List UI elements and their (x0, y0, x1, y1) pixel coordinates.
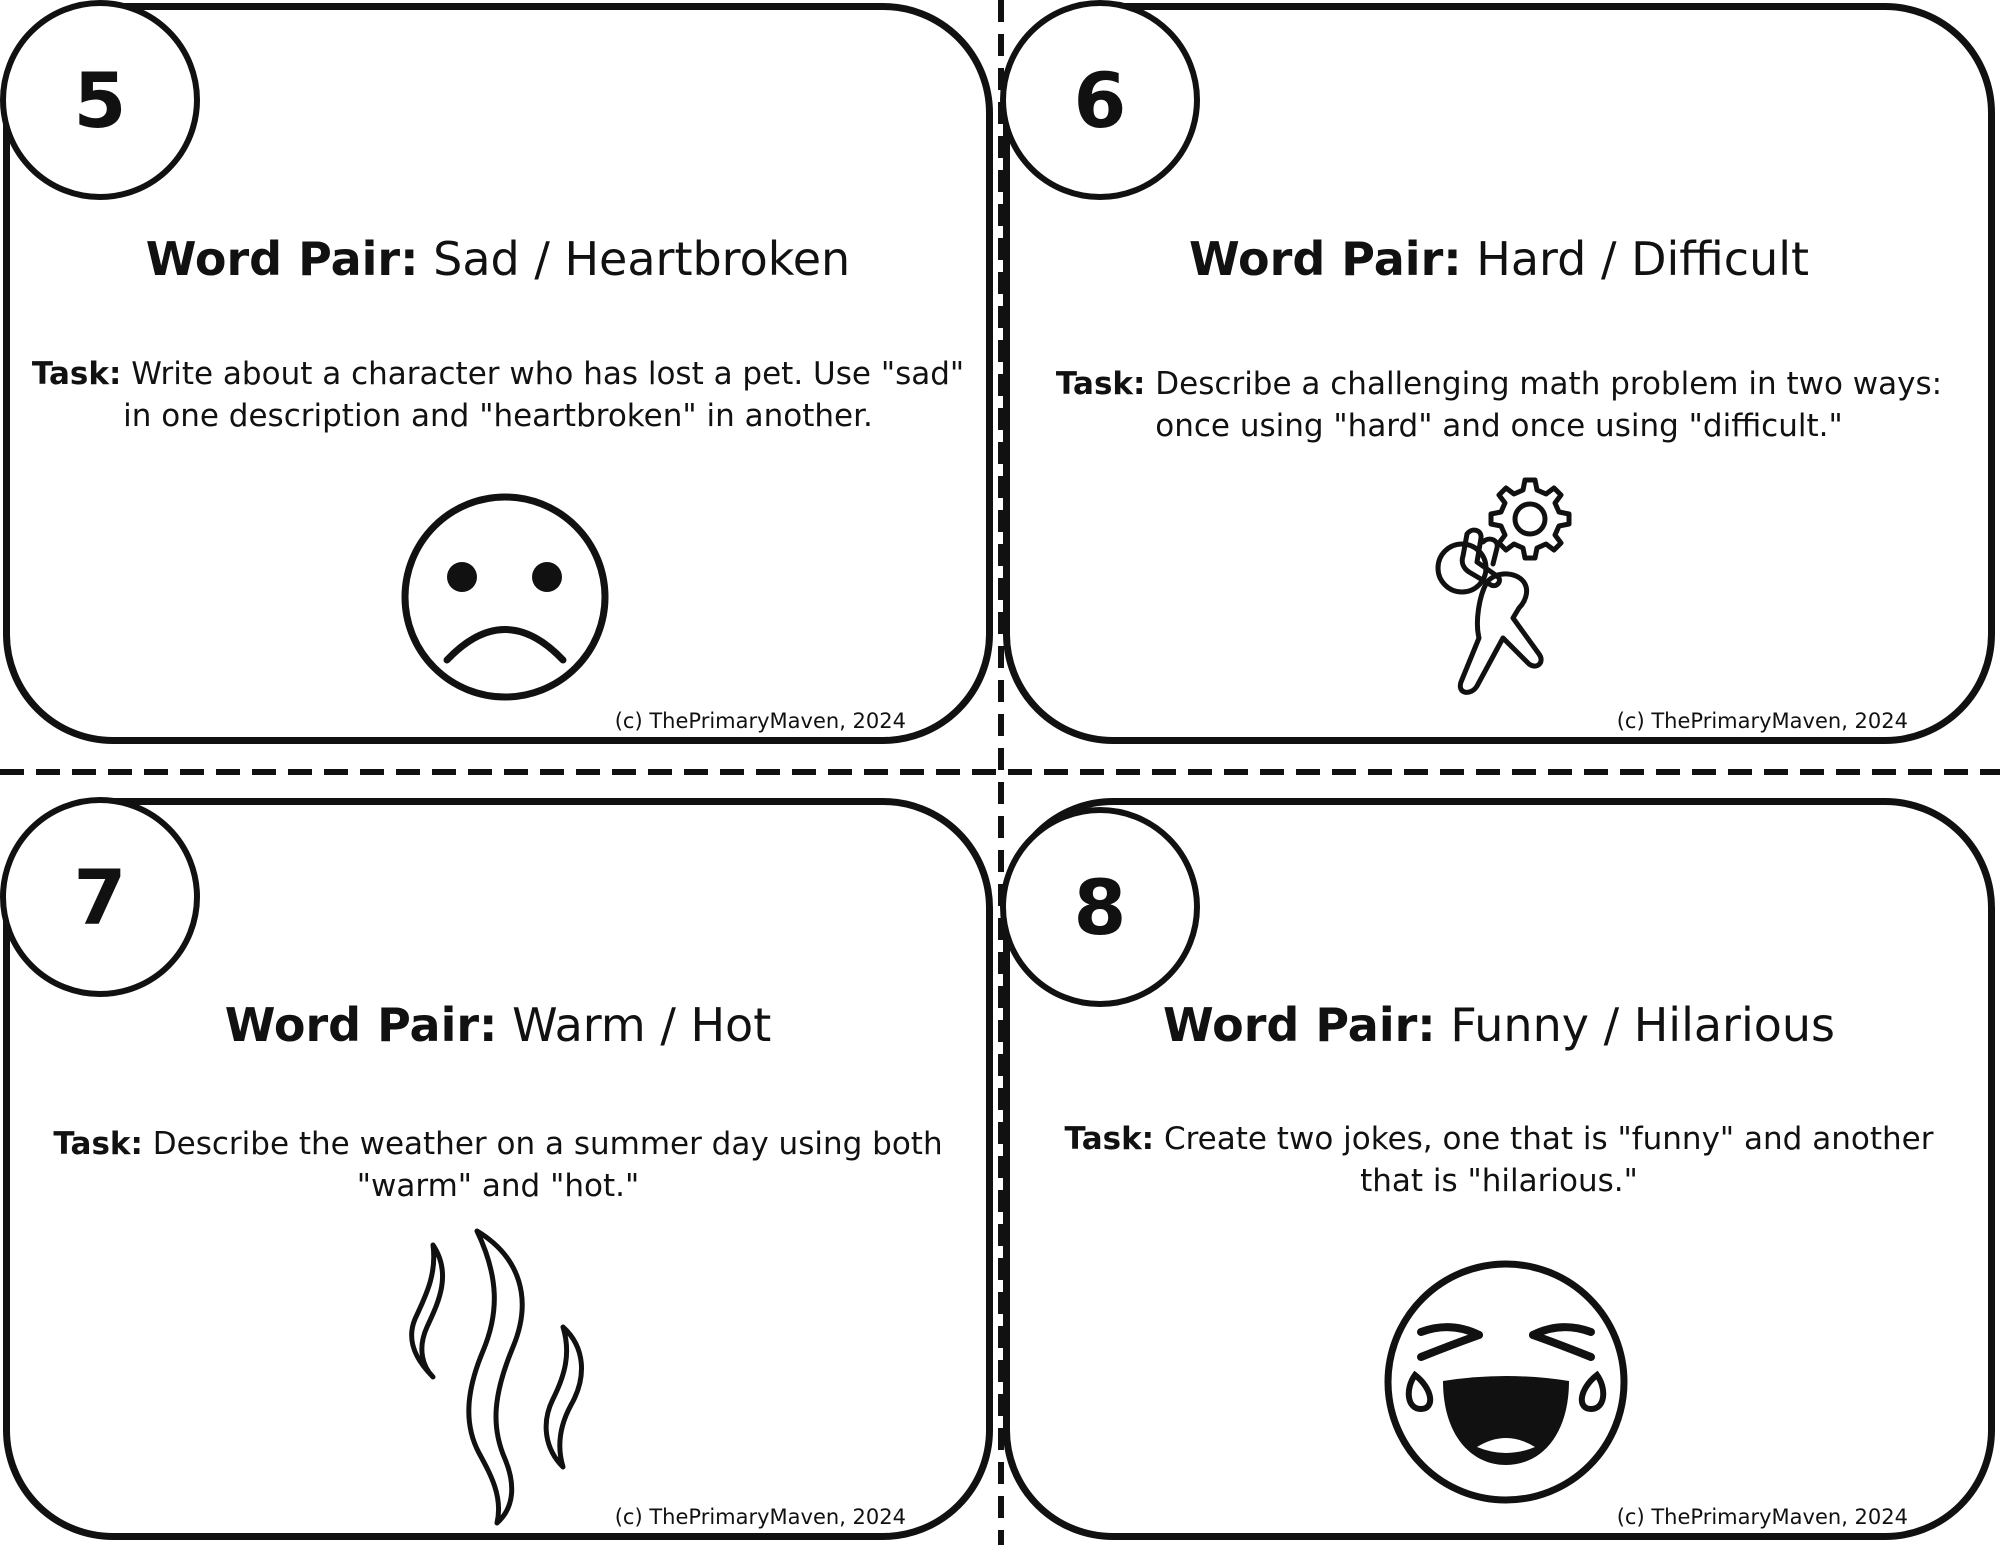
word-pair-label: Word Pair: (145, 232, 419, 286)
task-label: Task: (1064, 1121, 1155, 1157)
task-label: Task: (1055, 366, 1146, 402)
task-text (30, 1123, 966, 1207)
word-pair-heading (10, 232, 986, 286)
copyright-text: (c) ThePrimaryMaven, 2024 (614, 709, 906, 733)
word-pair-heading (1010, 232, 1988, 286)
card-number-badge: 7 (0, 797, 200, 997)
task-text (30, 353, 966, 437)
laughing-face-icon (1381, 1257, 1631, 1507)
task-description: Describe a challenging math problem in two ways: once using "hard" and once using "difficult." (1145, 366, 1943, 444)
word-pair-words: Hard / Difficult (1461, 232, 1810, 286)
horizontal-cut-line (0, 766, 2000, 778)
heat-waves-icon (395, 1227, 605, 1527)
person-carrying-gear-icon (1427, 472, 1577, 717)
task-description: Describe the weather on a summer day using both "warm" and "hot." (142, 1126, 943, 1204)
task-label: Task: (31, 356, 122, 392)
task-text (1030, 1118, 1968, 1202)
task-description: Write about a character who has lost a pet. Use "sad" in one description and "heartbroken" in another. (121, 356, 965, 434)
word-pair-label: Word Pair: (1163, 998, 1436, 1052)
copyright-text: (c) ThePrimaryMaven, 2024 (1616, 1505, 1908, 1529)
word-pair-label: Word Pair: (1188, 232, 1462, 286)
word-pair-words: Sad / Heartbroken (418, 232, 851, 286)
card-number-badge: 5 (0, 0, 200, 200)
word-pair-words: Funny / Hilarious (1435, 998, 1835, 1052)
word-pair-heading (1010, 998, 1988, 1052)
word-pair-heading (10, 998, 986, 1052)
sad-face-icon (395, 487, 615, 707)
task-text (1030, 363, 1968, 447)
task-description: Create two jokes, one that is "funny" and another that is "hilarious." (1154, 1121, 1934, 1199)
card-number-badge: 8 (1000, 807, 1200, 1007)
word-pair-label: Word Pair: (224, 998, 498, 1052)
copyright-text: (c) ThePrimaryMaven, 2024 (614, 1505, 906, 1529)
task-label: Task: (53, 1126, 143, 1162)
copyright-text: (c) ThePrimaryMaven, 2024 (1616, 709, 1908, 733)
word-pair-words: Warm / Hot (497, 998, 772, 1052)
card-number-badge: 6 (1000, 0, 1200, 200)
